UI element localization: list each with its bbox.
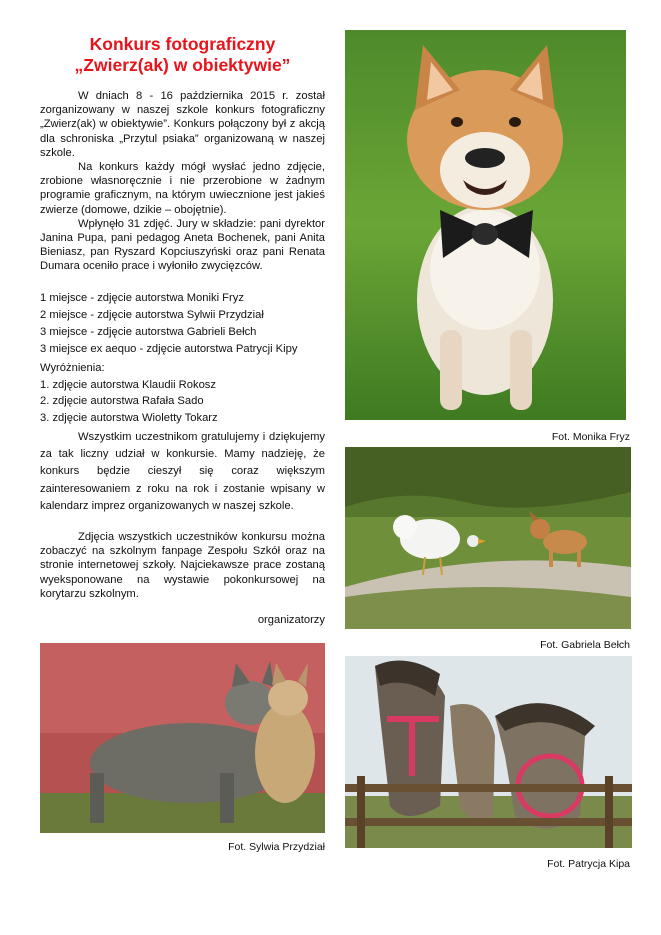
photo-chicken-puppy xyxy=(345,447,631,629)
paragraph-jury: Wpłynęło 31 zdjęć. Jury w składzie: pani dyrektor Janina Pupa, pani pedagog Aneta Bochenek, pani Anita Bieniasz, pan Ryszard Kopciuszyński oraz pani Renata Dumara oceniło prace i wyłoniło zwycięzców. xyxy=(40,217,325,273)
caption-chicken: Fot. Gabriela Bełch xyxy=(540,639,630,651)
title-line-2: „Zwierz(ak) w obiektywie” xyxy=(74,55,291,75)
paragraph-rules: Na konkurs każdy mógł wysłać jedno zdjęcie, zrobione własnoręcznie i nie przerobione w żadnym programie graficznym, na którym uwiecznione jest jakieś zwierze (domowe, dzikie – obojętnie). xyxy=(40,161,325,216)
winners-list xyxy=(40,290,325,358)
place-3: 3 miejsce - zdjęcie autorstwa Gabrieli Bełch xyxy=(40,326,257,338)
place-2: 2 miejsce - zdjęcie autorstwa Sylwii Przydział xyxy=(40,309,264,321)
cats-image xyxy=(40,643,325,833)
paragraph-thanks: Wszystkim uczestnikom gratulujemy i dziękujemy za tak liczny udział w konkursie. Mamy nadzieję, że konkurs będzie cieszył się coraz większym zainteresowaniem z roku na rok i zostanie wpisany w kalendarz imprez organizowanych w naszej szkole. xyxy=(40,431,325,512)
photo-dog xyxy=(345,30,626,420)
honor-2: 2. zdjęcie autorstwa Rafała Sado xyxy=(40,395,204,407)
chicken-puppy-image xyxy=(345,447,631,629)
caption-horses: Fot. Patrycja Kipa xyxy=(547,858,630,870)
place-3-ex-aequo: 3 miejsce ex aequo - zdjęcie autorstwa Patrycji Kipy xyxy=(40,343,298,355)
signature: organizatorzy xyxy=(257,614,325,626)
photo-cats xyxy=(40,643,325,833)
title-line-1: Konkurs fotograficzny xyxy=(89,34,276,54)
honor-1: 1. zdjęcie autorstwa Klaudii Rokosz xyxy=(40,378,216,391)
honor-3: 3. zdjęcie autorstwa Wioletty Tokarz xyxy=(40,411,218,424)
thanks-block xyxy=(40,429,325,515)
caption-cats: Fot. Sylwia Przydział xyxy=(228,841,325,853)
honors-label: Wyróżnienia: xyxy=(40,362,105,374)
paragraph-intro: W dniach 8 - 16 października 2015 r. został zorganizowany w naszej szkole konkurs fotograficzny „Zwierz(ak) w obiektywie”. Konkurs połączony był z akcją dla schroniska „Przytul psiaka” organizowaną w naszej szkole. xyxy=(40,90,325,159)
paragraph-gallery: Zdjęcia wszystkich uczestników konkursu można zobaczyć na szkolnym fanpage Zespołu Szkół oraz na stronie internetowej szkoły. Najciekawsze prace zostaną wyeksponowane na wystawie pokonkursowej na korytarzu szkolnym. xyxy=(40,531,325,600)
horses-image xyxy=(345,656,632,848)
caption-dog: Fot. Monika Fryz xyxy=(551,431,630,443)
photo-horses xyxy=(345,656,632,848)
dog-image xyxy=(345,30,626,420)
gallery-block xyxy=(40,530,325,601)
place-1: 1 miejsce - zdjęcie autorstwa Moniki Fryz xyxy=(40,292,244,304)
article-intro xyxy=(40,89,325,274)
honors-list xyxy=(40,360,325,426)
page-title xyxy=(40,34,325,76)
